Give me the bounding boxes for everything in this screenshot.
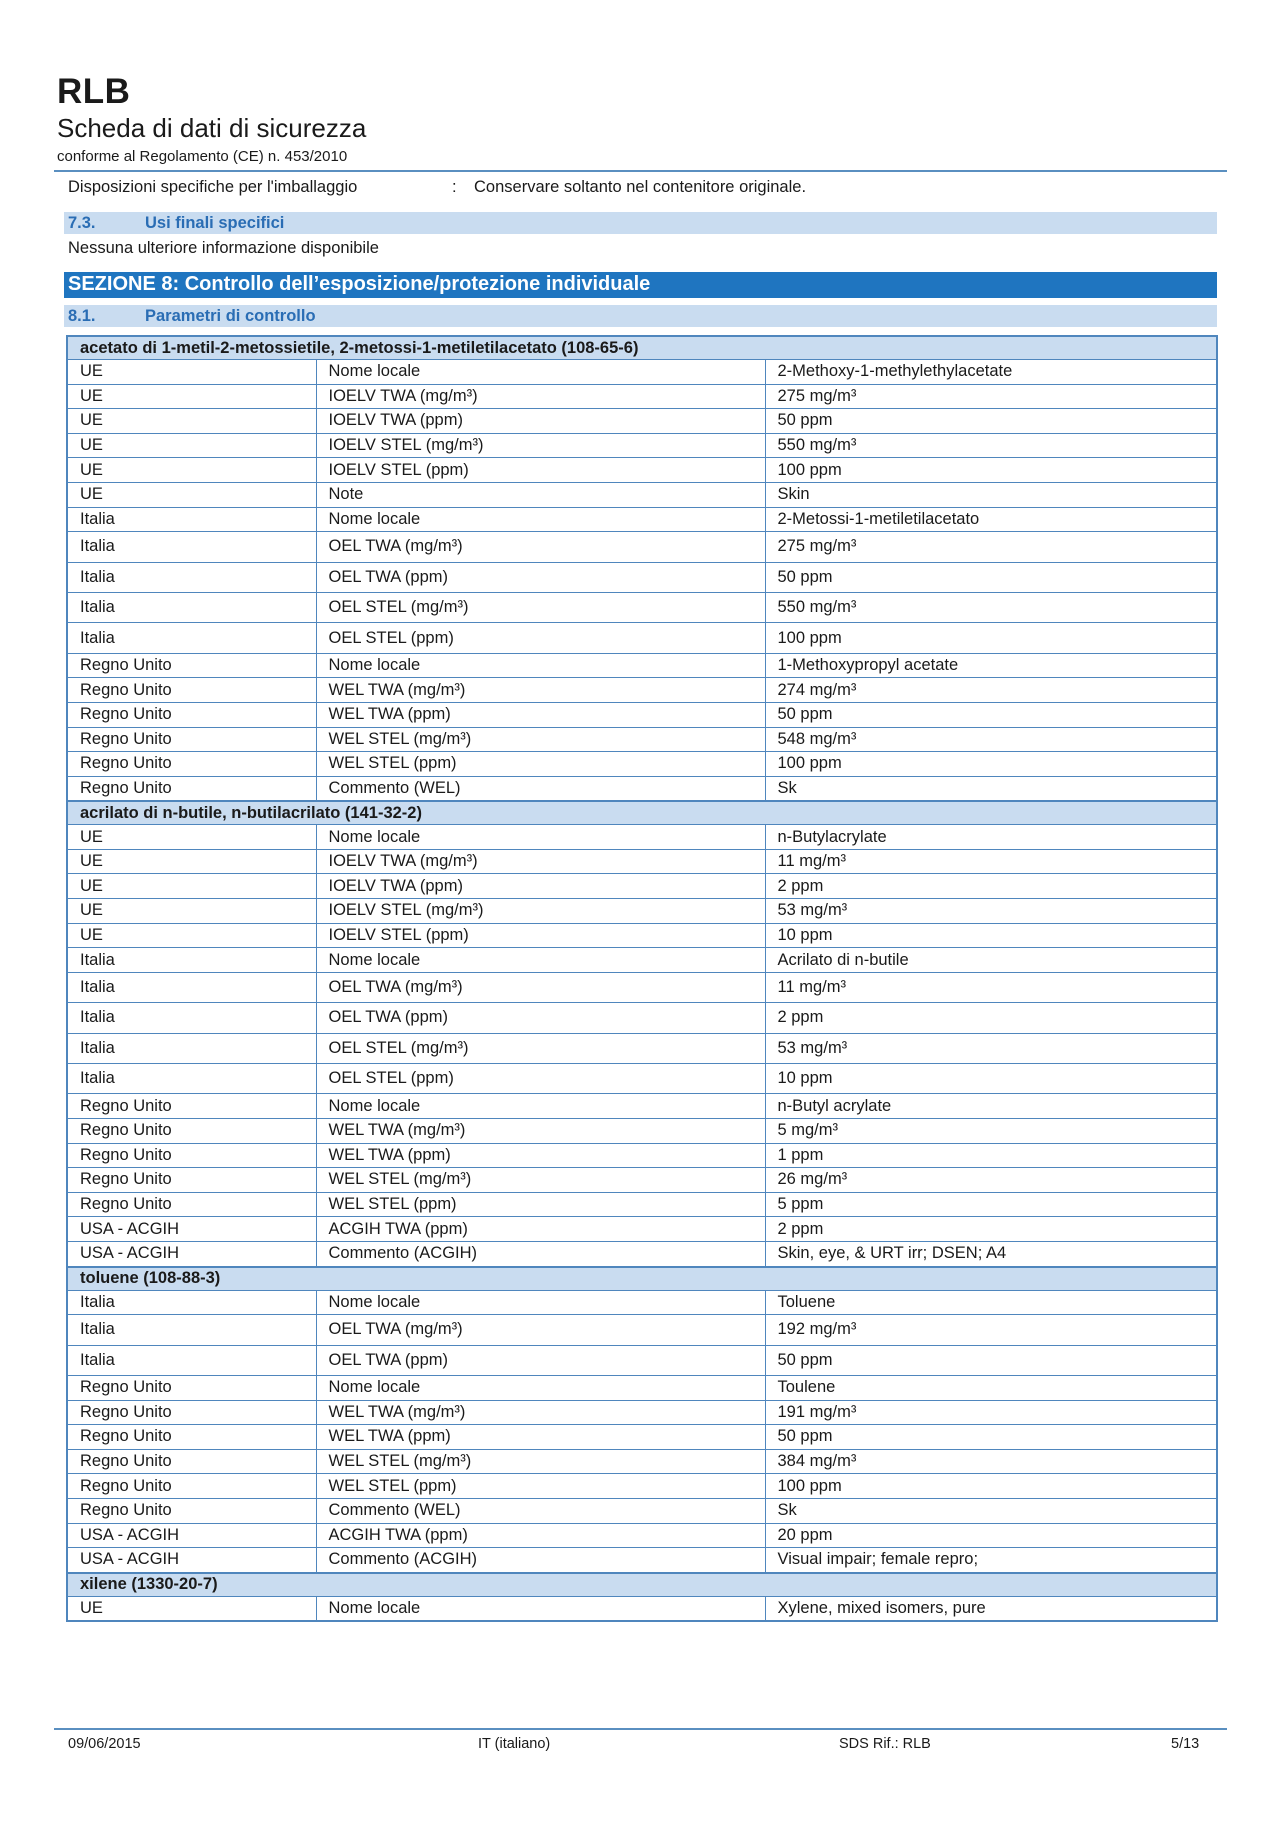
packaging-label: Disposizioni specifiche per l'imballaggio — [68, 178, 358, 196]
parameter-cell: IOELV TWA (mg/m³) — [316, 384, 765, 409]
table-row — [67, 653, 1217, 678]
parameter-cell: IOELV TWA (mg/m³) — [316, 849, 765, 874]
value-cell: 5 mg/m³ — [765, 1119, 1217, 1144]
table-row — [67, 1523, 1217, 1548]
table-row — [67, 482, 1217, 507]
value-cell: 2 ppm — [765, 1217, 1217, 1242]
value-cell: 100 ppm — [765, 752, 1217, 777]
header-divider — [54, 170, 1227, 172]
table-row — [67, 1345, 1217, 1375]
table-row — [67, 1241, 1217, 1266]
value-cell: 10 ppm — [765, 1064, 1217, 1094]
parameter-cell: WEL STEL (ppm) — [316, 1192, 765, 1217]
value-cell: n-Butylacrylate — [765, 825, 1217, 850]
country-cell: Regno Unito — [67, 1119, 316, 1144]
value-cell: 50 ppm — [765, 702, 1217, 727]
table-row — [67, 1425, 1217, 1450]
table-row — [67, 948, 1217, 973]
exposure-limits-table — [66, 335, 1218, 1622]
value-cell: 50 ppm — [765, 1425, 1217, 1450]
parameter-cell: IOELV STEL (ppm) — [316, 923, 765, 948]
country-cell: Italia — [67, 592, 316, 622]
parameter-cell: Commento (WEL) — [316, 1498, 765, 1523]
country-cell: Italia — [67, 1064, 316, 1094]
value-cell: 53 mg/m³ — [765, 1033, 1217, 1063]
country-cell: Italia — [67, 532, 316, 562]
country-cell: UE — [67, 1596, 316, 1621]
table-row — [67, 592, 1217, 622]
country-cell: Regno Unito — [67, 1498, 316, 1523]
value-cell: 1-Methoxypropyl acetate — [765, 653, 1217, 678]
country-cell: USA - ACGIH — [67, 1548, 316, 1573]
parameter-cell: Nome locale — [316, 507, 765, 532]
parameter-cell: IOELV STEL (mg/m³) — [316, 433, 765, 458]
value-cell: 10 ppm — [765, 923, 1217, 948]
parameter-cell: Nome locale — [316, 1596, 765, 1621]
country-cell: Italia — [67, 1033, 316, 1063]
value-cell: 2-Metossi-1-metiletilacetato — [765, 507, 1217, 532]
table-row — [67, 1498, 1217, 1523]
table-row — [67, 360, 1217, 385]
table-row — [67, 727, 1217, 752]
country-cell: Regno Unito — [67, 1474, 316, 1499]
parameter-cell: OEL TWA (ppm) — [316, 562, 765, 592]
country-cell: UE — [67, 923, 316, 948]
table-row — [67, 1449, 1217, 1474]
parameter-cell: Nome locale — [316, 825, 765, 850]
table-row — [67, 972, 1217, 1002]
country-cell: Regno Unito — [67, 1425, 316, 1450]
footer-page-number: 5/13 — [1171, 1736, 1200, 1752]
table-row — [67, 1400, 1217, 1425]
parameter-cell: Note — [316, 482, 765, 507]
table-row — [67, 1143, 1217, 1168]
value-cell: 192 mg/m³ — [765, 1315, 1217, 1345]
table-row — [67, 1064, 1217, 1094]
table-row — [67, 1474, 1217, 1499]
parameter-cell: OEL STEL (mg/m³) — [316, 592, 765, 622]
value-cell: 274 mg/m³ — [765, 678, 1217, 703]
parameter-cell: WEL STEL (mg/m³) — [316, 1449, 765, 1474]
country-cell: Regno Unito — [67, 702, 316, 727]
parameter-cell: Nome locale — [316, 653, 765, 678]
country-cell: Italia — [67, 1315, 316, 1345]
parameter-cell: WEL STEL (ppm) — [316, 1474, 765, 1499]
parameter-cell: Commento (ACGIH) — [316, 1241, 765, 1266]
table-row — [67, 1033, 1217, 1063]
value-cell: Skin, eye, & URT irr; DSEN; A4 — [765, 1241, 1217, 1266]
table-row — [67, 1094, 1217, 1119]
country-cell: UE — [67, 482, 316, 507]
parameter-cell: OEL STEL (ppm) — [316, 623, 765, 653]
table-row — [67, 1192, 1217, 1217]
subsection-number: 8.1. — [68, 307, 96, 325]
parameter-cell: IOELV TWA (ppm) — [316, 874, 765, 899]
table-row — [67, 849, 1217, 874]
country-cell: Italia — [67, 948, 316, 973]
table-row — [67, 1375, 1217, 1400]
substance-group-header — [67, 336, 1217, 360]
value-cell: Skin — [765, 482, 1217, 507]
packaging-colon: : — [452, 178, 457, 196]
subsection-title: Usi finali specifici — [145, 214, 285, 232]
substance-name: acetato di 1-metil-2-metossietile, 2-metossi-1-metiletilacetato (108-65-6) — [67, 336, 1217, 360]
company-name: RLB — [57, 72, 131, 111]
parameter-cell: OEL TWA (mg/m³) — [316, 972, 765, 1002]
table-row — [67, 825, 1217, 850]
country-cell: Regno Unito — [67, 1168, 316, 1193]
value-cell: 2 ppm — [765, 1003, 1217, 1033]
parameter-cell: WEL TWA (ppm) — [316, 702, 765, 727]
parameter-cell: WEL TWA (mg/m³) — [316, 1400, 765, 1425]
table-row — [67, 1290, 1217, 1315]
country-cell: Italia — [67, 972, 316, 1002]
table-row — [67, 384, 1217, 409]
footer-language: IT (italiano) — [478, 1736, 551, 1752]
section-8-header — [64, 272, 1217, 298]
table-row — [67, 507, 1217, 532]
country-cell: Regno Unito — [67, 727, 316, 752]
document-title: Scheda di dati di sicurezza — [57, 113, 367, 143]
country-cell: Italia — [67, 1345, 316, 1375]
country-cell: Italia — [67, 623, 316, 653]
parameter-cell: WEL TWA (mg/m³) — [316, 678, 765, 703]
parameter-cell: WEL STEL (ppm) — [316, 752, 765, 777]
subsection-7-3-header — [64, 212, 1217, 234]
parameter-cell: OEL TWA (ppm) — [316, 1003, 765, 1033]
parameter-cell: ACGIH TWA (ppm) — [316, 1523, 765, 1548]
parameter-cell: ACGIH TWA (ppm) — [316, 1217, 765, 1242]
country-cell: Regno Unito — [67, 678, 316, 703]
packaging-value: Conservare soltanto nel contenitore originale. — [474, 178, 807, 196]
parameter-cell: Commento (ACGIH) — [316, 1548, 765, 1573]
footer-sds-ref: SDS Rif.: RLB — [839, 1736, 931, 1752]
value-cell: 50 ppm — [765, 409, 1217, 434]
parameter-cell: OEL STEL (mg/m³) — [316, 1033, 765, 1063]
parameter-cell: WEL STEL (mg/m³) — [316, 1168, 765, 1193]
table-row — [67, 1548, 1217, 1573]
country-cell: Italia — [67, 1290, 316, 1315]
country-cell: Regno Unito — [67, 1449, 316, 1474]
country-cell: Regno Unito — [67, 1400, 316, 1425]
parameter-cell: Nome locale — [316, 1375, 765, 1400]
no-further-info-text: Nessuna ulteriore informazione disponibile — [68, 239, 379, 257]
country-cell: UE — [67, 874, 316, 899]
footer-date: 09/06/2015 — [68, 1736, 141, 1752]
value-cell: 275 mg/m³ — [765, 532, 1217, 562]
parameter-cell: Nome locale — [316, 1094, 765, 1119]
subsection-title: Parametri di controllo — [145, 307, 316, 325]
country-cell: USA - ACGIH — [67, 1241, 316, 1266]
parameter-cell: WEL STEL (mg/m³) — [316, 727, 765, 752]
table-row — [67, 776, 1217, 801]
table-row — [67, 532, 1217, 562]
substance-group-header — [67, 1573, 1217, 1597]
parameter-cell: Nome locale — [316, 1290, 765, 1315]
value-cell: Visual impair; female repro; — [765, 1548, 1217, 1573]
regulation-note: conforme al Regolamento (CE) n. 453/2010 — [57, 148, 348, 165]
country-cell: UE — [67, 360, 316, 385]
parameter-cell: WEL TWA (ppm) — [316, 1143, 765, 1168]
value-cell: 191 mg/m³ — [765, 1400, 1217, 1425]
parameter-cell: OEL TWA (mg/m³) — [316, 532, 765, 562]
table-row — [67, 1168, 1217, 1193]
parameter-cell: Commento (WEL) — [316, 776, 765, 801]
country-cell: USA - ACGIH — [67, 1523, 316, 1548]
substance-name: toluene (108-88-3) — [67, 1267, 1217, 1291]
country-cell: UE — [67, 384, 316, 409]
value-cell: Toluene — [765, 1290, 1217, 1315]
country-cell: Regno Unito — [67, 1143, 316, 1168]
table-row — [67, 433, 1217, 458]
section-title: SEZIONE 8: Controllo dell’esposizione/protezione individuale — [68, 273, 651, 295]
value-cell: 1 ppm — [765, 1143, 1217, 1168]
value-cell: Xylene, mixed isomers, pure — [765, 1596, 1217, 1621]
value-cell: 11 mg/m³ — [765, 849, 1217, 874]
table-row — [67, 562, 1217, 592]
footer-divider — [54, 1728, 1227, 1730]
value-cell: 550 mg/m³ — [765, 592, 1217, 622]
country-cell: Regno Unito — [67, 1192, 316, 1217]
value-cell: 5 ppm — [765, 1192, 1217, 1217]
value-cell: 26 mg/m³ — [765, 1168, 1217, 1193]
substance-name: acrilato di n-butile, n-butilacrilato (141-32-2) — [67, 801, 1217, 825]
country-cell: Regno Unito — [67, 1375, 316, 1400]
subsection-number: 7.3. — [68, 214, 96, 232]
country-cell: Regno Unito — [67, 776, 316, 801]
country-cell: Regno Unito — [67, 653, 316, 678]
country-cell: UE — [67, 849, 316, 874]
substance-group-header — [67, 801, 1217, 825]
value-cell: Acrilato di n-butile — [765, 948, 1217, 973]
value-cell: 20 ppm — [765, 1523, 1217, 1548]
value-cell: 275 mg/m³ — [765, 384, 1217, 409]
value-cell: 100 ppm — [765, 623, 1217, 653]
table-row — [67, 1596, 1217, 1621]
value-cell: Toulene — [765, 1375, 1217, 1400]
value-cell: 550 mg/m³ — [765, 433, 1217, 458]
parameter-cell: IOELV STEL (ppm) — [316, 458, 765, 483]
country-cell: UE — [67, 825, 316, 850]
substance-group-header — [67, 1267, 1217, 1291]
value-cell: Sk — [765, 1498, 1217, 1523]
country-cell: UE — [67, 899, 316, 924]
subsection-8-1-header — [64, 305, 1217, 327]
table-row — [67, 678, 1217, 703]
parameter-cell: OEL STEL (ppm) — [316, 1064, 765, 1094]
table-row — [67, 1315, 1217, 1345]
parameter-cell: Nome locale — [316, 948, 765, 973]
table-row — [67, 1119, 1217, 1144]
parameter-cell: WEL TWA (mg/m³) — [316, 1119, 765, 1144]
value-cell: 50 ppm — [765, 1345, 1217, 1375]
parameter-cell: OEL TWA (mg/m³) — [316, 1315, 765, 1345]
parameter-cell: Nome locale — [316, 360, 765, 385]
table-row — [67, 1003, 1217, 1033]
country-cell: UE — [67, 409, 316, 434]
parameter-cell: IOELV STEL (mg/m³) — [316, 899, 765, 924]
table-row — [67, 458, 1217, 483]
value-cell: 100 ppm — [765, 458, 1217, 483]
country-cell: Italia — [67, 562, 316, 592]
table-row — [67, 409, 1217, 434]
table-row — [67, 702, 1217, 727]
country-cell: UE — [67, 433, 316, 458]
table-row — [67, 923, 1217, 948]
country-cell: UE — [67, 458, 316, 483]
country-cell: Italia — [67, 1003, 316, 1033]
country-cell: Italia — [67, 507, 316, 532]
value-cell: n-Butyl acrylate — [765, 1094, 1217, 1119]
country-cell: Regno Unito — [67, 1094, 316, 1119]
value-cell: Sk — [765, 776, 1217, 801]
country-cell: Regno Unito — [67, 752, 316, 777]
value-cell: 384 mg/m³ — [765, 1449, 1217, 1474]
value-cell: 100 ppm — [765, 1474, 1217, 1499]
table-row — [67, 623, 1217, 653]
value-cell: 548 mg/m³ — [765, 727, 1217, 752]
table-row — [67, 874, 1217, 899]
country-cell: USA - ACGIH — [67, 1217, 316, 1242]
value-cell: 11 mg/m³ — [765, 972, 1217, 1002]
table-row — [67, 1217, 1217, 1242]
value-cell: 50 ppm — [765, 562, 1217, 592]
parameter-cell: WEL TWA (ppm) — [316, 1425, 765, 1450]
value-cell: 2-Methoxy-1-methylethylacetate — [765, 360, 1217, 385]
parameter-cell: OEL TWA (ppm) — [316, 1345, 765, 1375]
table-row — [67, 899, 1217, 924]
value-cell: 53 mg/m³ — [765, 899, 1217, 924]
value-cell: 2 ppm — [765, 874, 1217, 899]
substance-name: xilene (1330-20-7) — [67, 1573, 1217, 1597]
parameter-cell: IOELV TWA (ppm) — [316, 409, 765, 434]
table-row — [67, 752, 1217, 777]
